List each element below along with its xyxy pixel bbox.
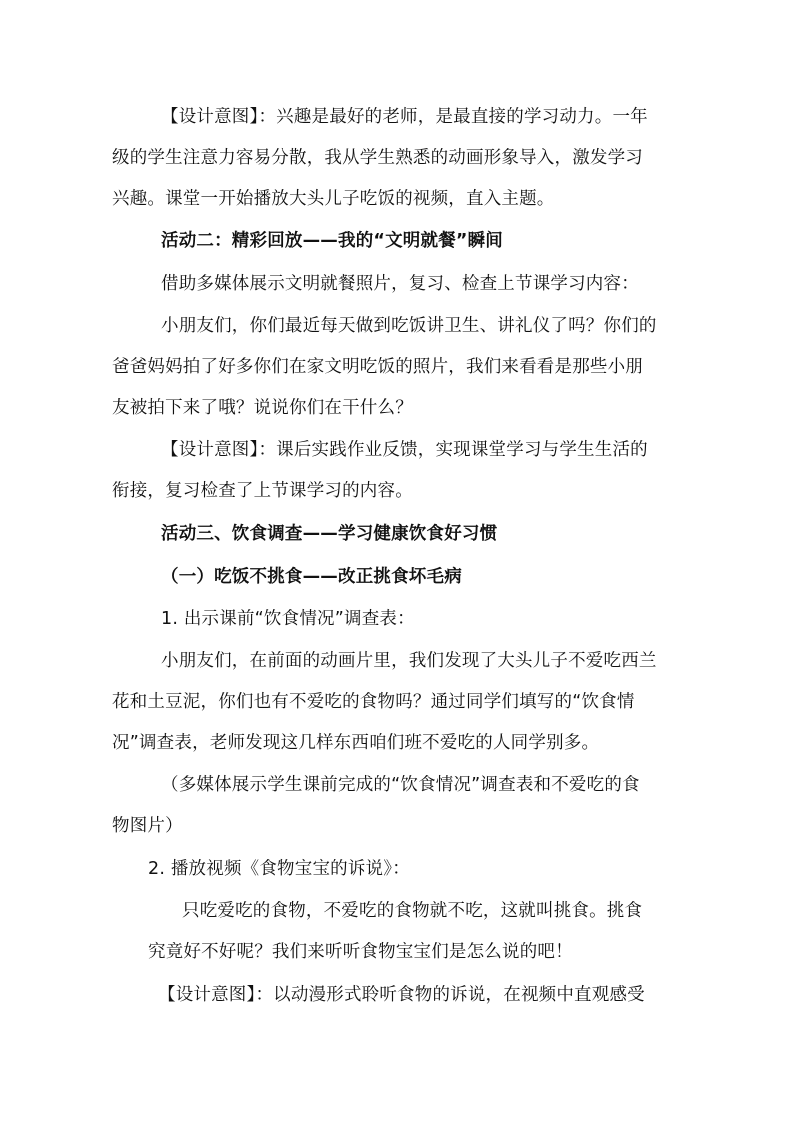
picky-eating-definition-line-1: 只吃爱吃的食物，不爱吃的食物就不吃，这就叫挑食。挑食 [182,901,643,921]
multimedia-note-line-1: （多媒体展示学生课前完成的“饮食情况”调查表和不爱吃的食 [161,775,640,795]
design-intent-paragraph-2-line-2: 衔接，复习检查了上节课学习的内容。 [112,481,413,501]
picky-eating-subheading: （一）吃饭不挑食——改正挑食坏毛病 [161,567,462,587]
design-intent-paragraph-1-line-3: 兴趣。课堂一开始播放大头儿子吃饭的视频，直入主题。 [112,189,555,209]
multimedia-note-line-2: 物图片） [112,816,183,836]
survey-item: 1. 出示课前“饮食情况”调查表： [161,609,415,629]
survey-explanation-line-2: 花和土豆泥，你们也有不爱吃的食物吗？通过同学们填写的“饮食情 [112,692,635,712]
design-intent-paragraph-2-line-1: 【设计意图】：课后实践作业反馈，实现课堂学习与学生生活的 [161,440,648,460]
design-intent-paragraph-3-line-1: 【设计意图】：以动漫形式聆听食物的诉说，在视频中直观感受 [158,985,645,1005]
activity-three-heading: 活动三、饮食调查——学习健康饮食好习惯 [161,524,498,544]
review-intro-paragraph: 借助多媒体展示文明就餐照片，复习、检查上节课学习内容： [161,274,639,294]
survey-explanation-line-3: 况”调查表，老师发现这几样东西咱们班不爱吃的人同学别多。 [112,733,600,753]
design-intent-paragraph-1-line-1: 【设计意图】：兴趣是最好的老师，是最直接的学习动力。一年 [161,107,648,127]
teacher-question-line-3: 友被拍下来了哦？说说你们在干什么？ [112,398,413,418]
video-item: 2. 播放视频《食物宝宝的诉说》： [148,859,410,879]
teacher-question-line-1: 小朋友们，你们最近每天做到吃饭讲卫生、讲礼仪了吗？你们的 [161,316,657,336]
design-intent-paragraph-1-line-2: 级的学生注意力容易分散，我从学生熟悉的动画形象导入，激发学习 [112,148,643,168]
survey-explanation-line-1: 小朋友们，在前面的动画片里，我们发现了大头儿子不爱吃西兰 [161,651,657,671]
activity-two-heading: 活动二：精彩回放——我的“文明就餐”瞬间 [161,231,504,251]
picky-eating-definition-line-2: 究竟好不好呢？我们来听听食物宝宝们是怎么说的吧！ [148,942,573,962]
teacher-question-line-2: 爸爸妈妈拍了好多你们在家文明吃饭的照片，我们来看看是那些小朋 [112,357,643,377]
